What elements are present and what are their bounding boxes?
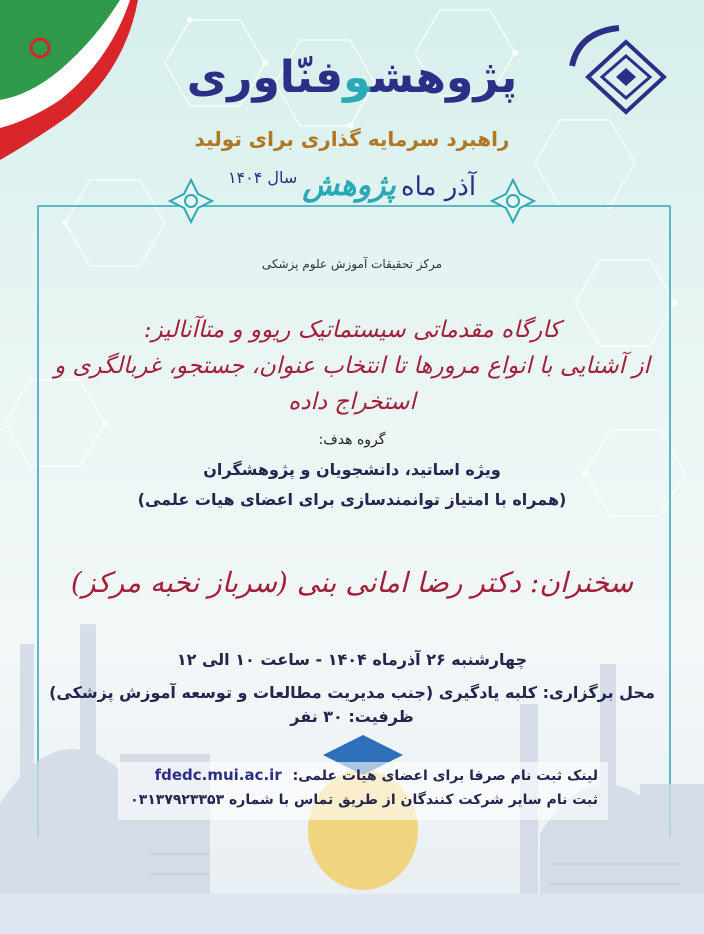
others-registration: ثبت نام سایر شرکت کنندگان از طریق تماس با شماره ۰۳۱۳۷۹۲۳۳۵۳ bbox=[130, 792, 598, 808]
target-label: گروه هدف: bbox=[318, 432, 386, 448]
month-word: پژوهش bbox=[302, 168, 396, 203]
title-part1: پژوهش bbox=[370, 52, 518, 103]
faculty-registration-row bbox=[118, 762, 608, 788]
page-title bbox=[0, 52, 704, 103]
target-line2: (همراه با امتیاز توانمندسازی برای اعضای هیات علمی) bbox=[137, 490, 567, 509]
organizer-name: مرکز تحقیقات آموزش علوم پزشکی bbox=[261, 257, 443, 271]
page-subtitle: راهبرد سرمایه گذاری برای تولید bbox=[194, 127, 510, 151]
workshop-line1: کارگاه مقدماتی سیستماتیک ریوو و متاآنالیز: bbox=[143, 317, 561, 343]
registration-link[interactable]: fdedc.mui.ac.ir bbox=[154, 766, 282, 784]
month-prefix: آذر ماه bbox=[400, 172, 477, 202]
title-part2: فنّاوری bbox=[186, 52, 344, 103]
event-venue: محل برگزاری: کلبه یادگیری (جنب مدیریت مطالعات و توسعه آموزش پزشکی) bbox=[49, 683, 655, 702]
event-capacity: ظرفیت: ۳۰ نفر bbox=[290, 707, 414, 726]
workshop-line2: از آشنایی با انواع مرورها تا انتخاب عنوان، جستجو، غربالگری و استخراج داده bbox=[54, 353, 650, 415]
research-month-badge bbox=[200, 168, 504, 246]
faculty-registration-label: لینک ثبت نام صرفا برای اعضای هیات علمی: bbox=[292, 768, 598, 784]
speaker-name: سخنران: دکتر رضا امانی بنی (سرباز نخبه مرکز) bbox=[70, 566, 634, 599]
workshop-title bbox=[40, 312, 664, 420]
registration-box bbox=[118, 762, 608, 820]
target-line1: ویژه اساتید، دانشجویان و پژوهشگران bbox=[203, 460, 501, 479]
month-year: سال ۱۴۰۴ bbox=[227, 168, 298, 187]
title-conjunction: و bbox=[343, 52, 371, 103]
event-datetime: چهارشنبه ۲۶ آذرماه ۱۴۰۴ - ساعت ۱۰ الی ۱۲ bbox=[176, 650, 528, 669]
